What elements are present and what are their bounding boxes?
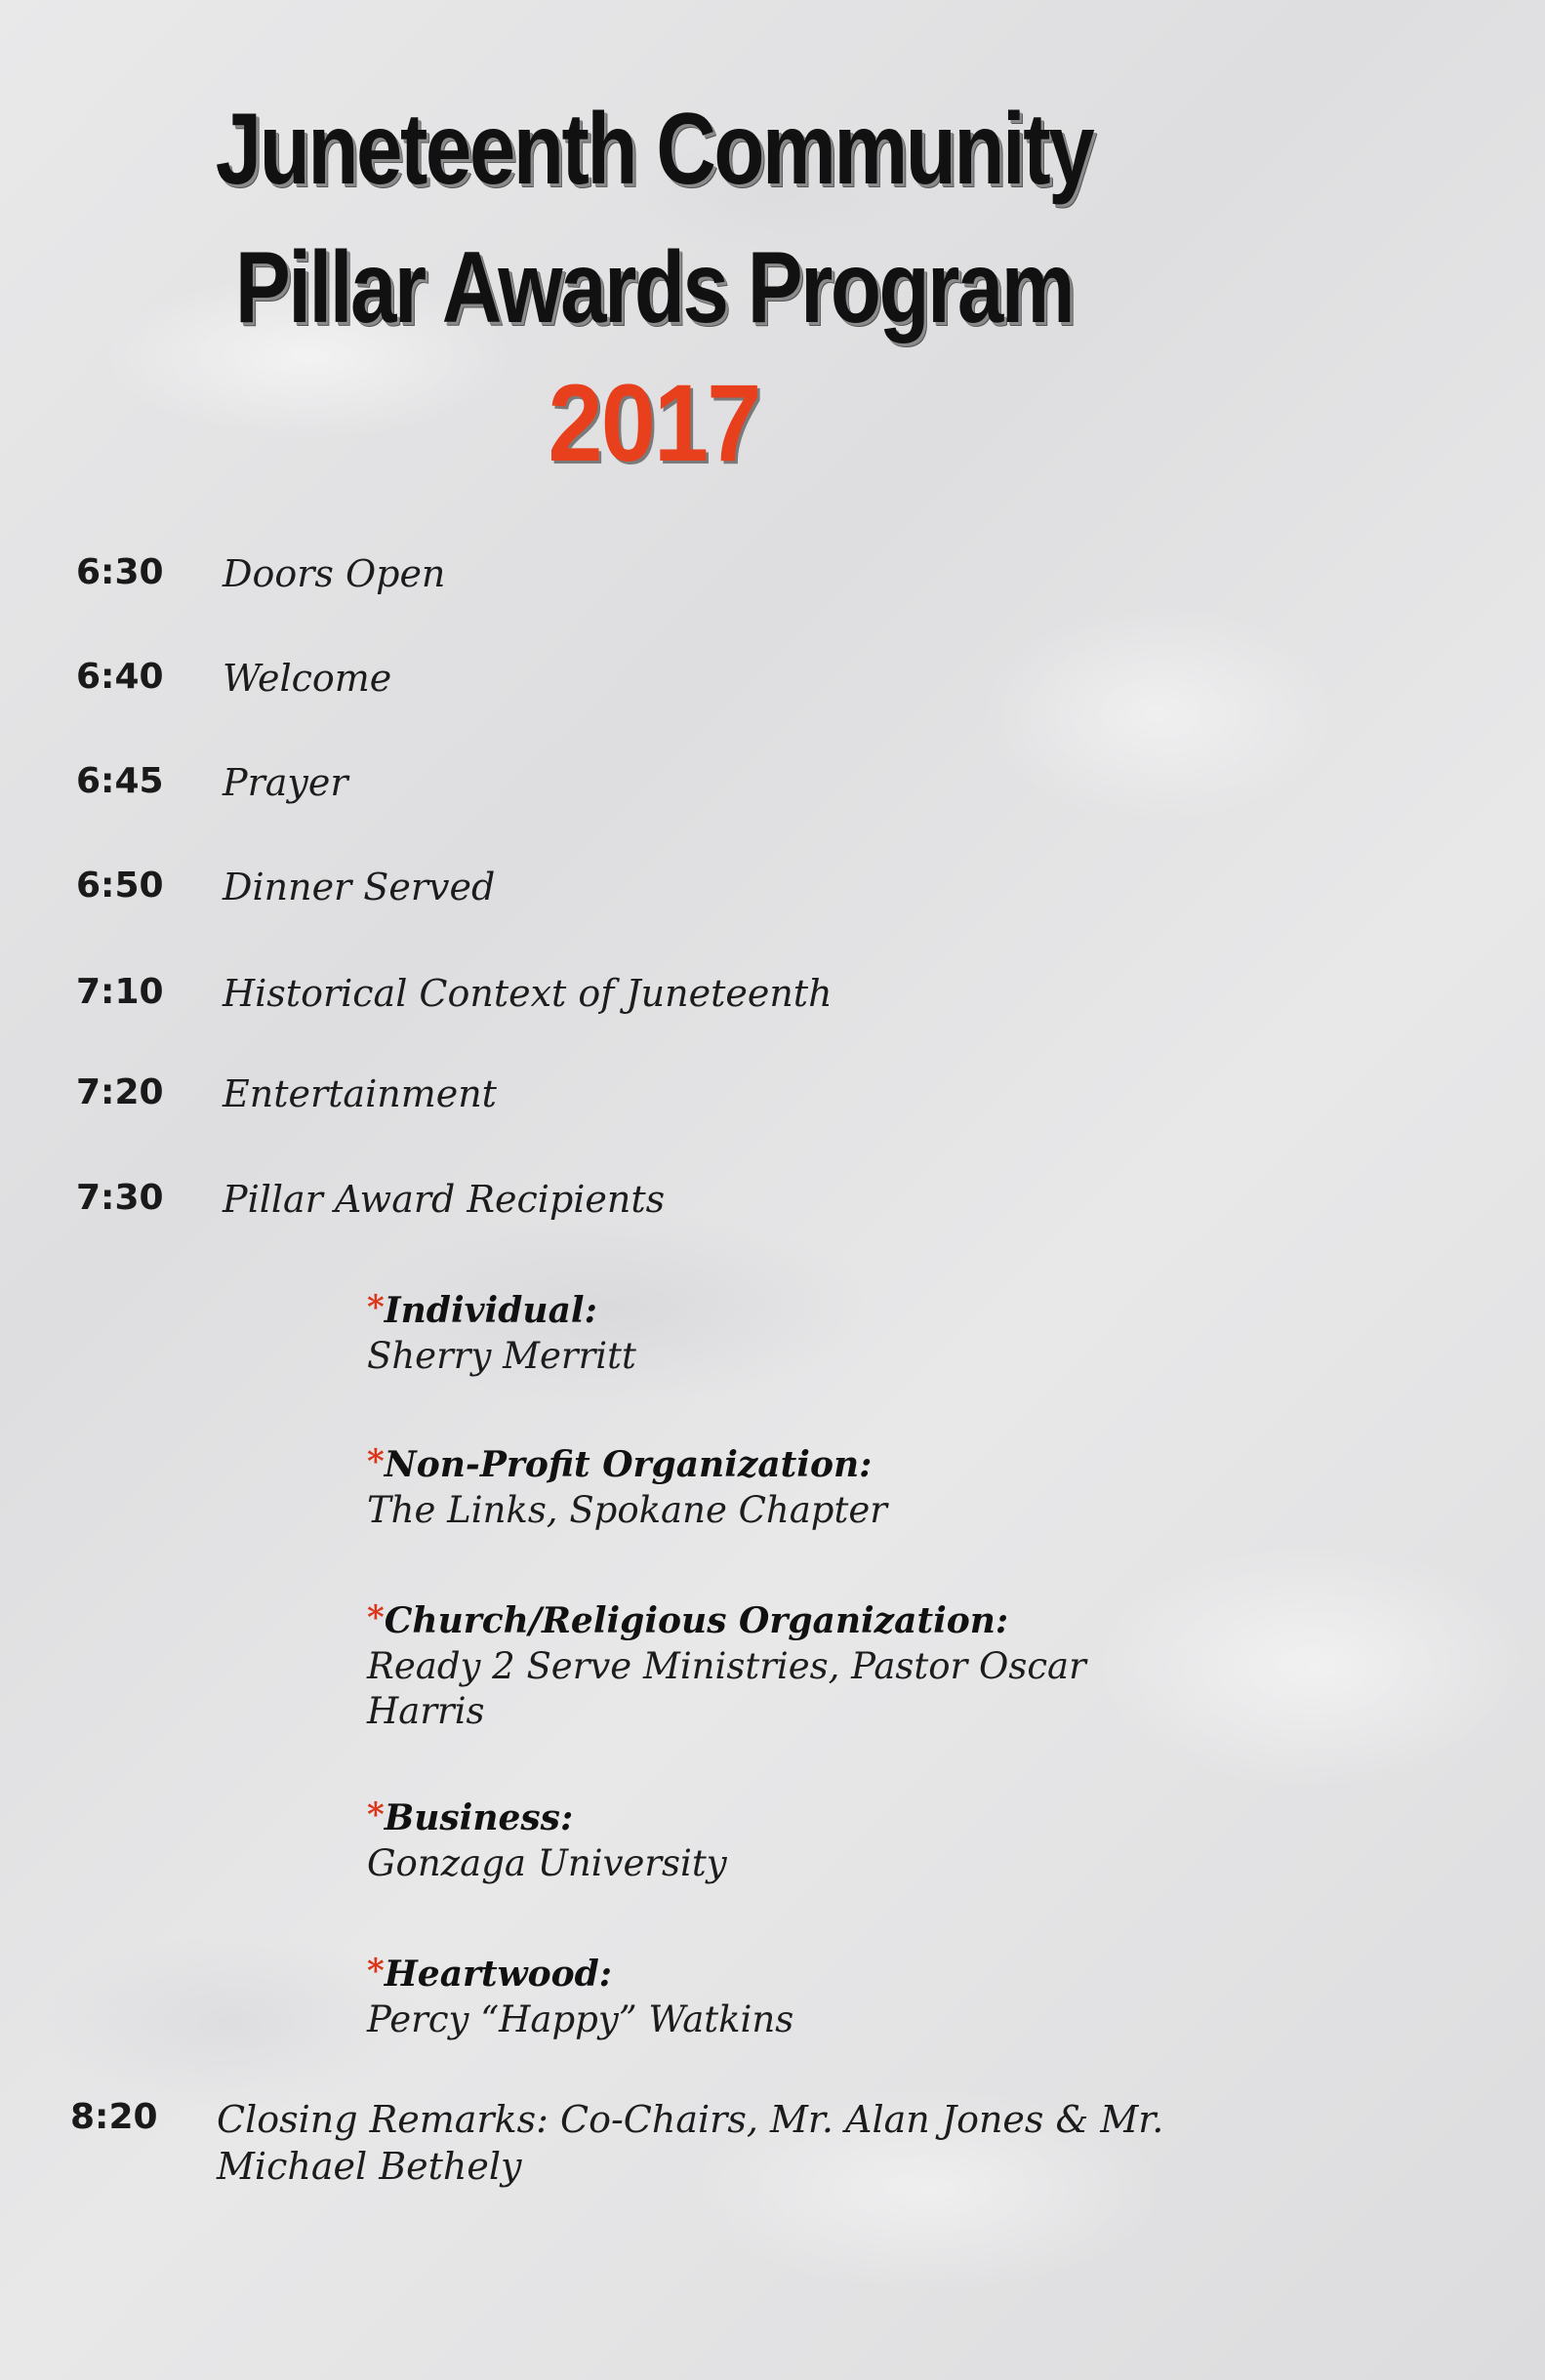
award-entry [367,1792,1245,1886]
award-recipient: Ready 2 Serve Ministries, Pastor Oscar Harris [367,1645,1086,1732]
asterisk-marker: * [367,1952,385,1991]
program-title-line1: Juneteenth Community [215,93,1093,206]
award-recipient: Percy “Happy” Watkins [367,1998,794,2040]
award-category-label: Church/Religious Organization: [384,1600,1009,1641]
award-category-label: Non-Profit Organization: [384,1444,873,1485]
program-year: 2017 [548,362,760,484]
award-category [367,1284,1245,1334]
schedule-time: 7:30 [76,1178,164,1218]
schedule-item: Pillar Award Recipients [223,1178,666,1221]
award-category [367,1948,1245,1997]
award-entry [367,1438,1245,1533]
award-recipient: The Links, Spokane Chapter [367,1489,887,1531]
program-title-line2: Pillar Awards Program [234,231,1074,344]
schedule-item: Prayer [223,761,348,804]
schedule-time: 6:50 [76,866,164,906]
award-entry [367,1948,1245,2042]
schedule-time: 6:45 [76,761,164,801]
asterisk-marker: * [367,1442,385,1481]
schedule-time: 7:20 [76,1072,164,1112]
award-category-label: Business: [384,1797,574,1838]
closing-remarks: Closing Remarks: Co-Chairs, Mr. Alan Jones & Mr. Michael Bethely [217,2098,1164,2188]
award-entry [367,1594,1177,1734]
asterisk-marker: * [367,1288,385,1327]
award-category-label: Heartwood: [384,1954,613,1995]
award-recipient: Gonzaga University [367,1842,727,1884]
award-category [367,1438,1245,1488]
schedule-item: Dinner Served [223,866,496,908]
award-category [367,1792,1245,1841]
award-recipient: Sherry Merritt [367,1335,636,1377]
award-category-label: Individual: [384,1290,597,1331]
award-entry [367,1284,1245,1379]
schedule-time: 6:40 [76,657,164,697]
asterisk-marker: * [367,1598,385,1637]
closing-time: 8:20 [70,2097,158,2137]
schedule-item: Doors Open [223,552,446,595]
asterisk-marker: * [367,1795,385,1835]
award-category [367,1594,1177,1644]
schedule-item: Entertainment [223,1072,497,1115]
schedule-item: Historical Context of Juneteenth [223,972,833,1015]
schedule-time: 6:30 [76,552,164,592]
schedule-item: Welcome [223,657,392,700]
schedule-time: 7:10 [76,972,164,1012]
